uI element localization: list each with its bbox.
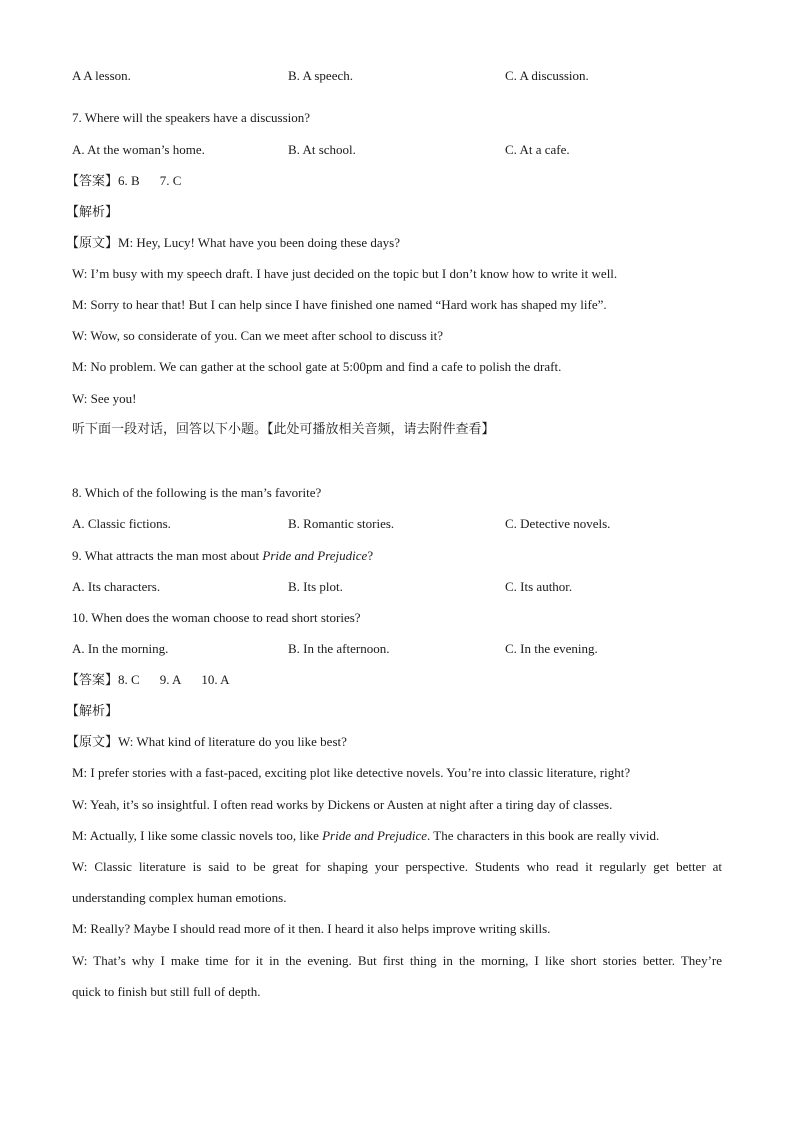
transcript2-line-7-cont: quick to finish but still full of depth.: [72, 984, 261, 999]
q9-option-c: C. Its author.: [505, 579, 573, 594]
q9-options: [72, 579, 722, 595]
q9-option-a: A. Its characters.: [72, 579, 161, 594]
q10-question: 10. When does the woman choose to read short stories?: [72, 610, 361, 625]
book-title: Pride and Prejudice: [322, 828, 428, 843]
q10-option-a: A. In the morning.: [72, 641, 169, 656]
q7-option-b: B. At school.: [288, 142, 356, 157]
transcript-label: 【原文】: [66, 236, 119, 251]
answer-label: 【答案】: [66, 174, 119, 189]
answer-line-2: [66, 672, 716, 689]
q6-option-a: A A lesson.: [72, 68, 131, 83]
q8-question: 8. Which of the following is the man’s favorite?: [72, 485, 322, 500]
q10-option-c: C. In the evening.: [505, 641, 598, 656]
transcript2-line-1: 【原文】W: What kind of literature do you like best?: [66, 734, 347, 750]
transcript-line-4: W: Wow, so considerate of you. Can we meet after school to discuss it?: [72, 328, 444, 343]
analysis-label-1: 【解析】: [66, 205, 119, 220]
q10-option-b: B. In the afternoon.: [288, 641, 390, 656]
transcript-line-2: W: I’m busy with my speech draft. I have just decided on the topic but I don’t know how to write it well.: [72, 266, 618, 281]
transcript2-line-2: M: I prefer stories with a fast-paced, exciting plot like detective novels. You’re into classic literature, right?: [72, 765, 631, 780]
transcript-line-6: W: See you!: [72, 391, 137, 406]
q7-options: [72, 142, 722, 158]
analysis-label-2: 【解析】: [66, 704, 119, 719]
q7-option-c: C. At a cafe.: [505, 142, 570, 157]
q8-options: [72, 516, 722, 532]
book-title: Pride and Prejudice: [262, 548, 368, 563]
answer-6: 6. B: [118, 173, 140, 188]
q10-options: [72, 641, 722, 657]
transcript-line-5: M: No problem. We can gather at the school gate at 5:00pm and find a cafe to polish the draft.: [72, 359, 562, 374]
q6-options: [72, 68, 722, 84]
transcript2-line-5: W: Classic literature is said to be great for shaping your perspective. Students who read it regularly get better at: [72, 859, 722, 874]
answer-10: 10. A: [201, 672, 230, 687]
transcript-line-1: 【原文】M: Hey, Lucy! What have you been doing these days?: [66, 235, 400, 251]
q6-option-b: B. A speech.: [288, 68, 353, 83]
q7-option-a: A. At the woman’s home.: [72, 142, 205, 157]
q8-option-b: B. Romantic stories.: [288, 516, 395, 531]
transcript-label: 【原文】: [66, 735, 119, 750]
q7-question: 7. Where will the speakers have a discussion?: [72, 110, 311, 125]
q6-option-c: C. A discussion.: [505, 68, 589, 83]
q8-option-a: A. Classic fictions.: [72, 516, 171, 531]
transcript2-line-3: W: Yeah, it’s so insightful. I often read works by Dickens or Austen at night after a tiring day of classes.: [72, 797, 613, 812]
listening-instruction: 听下面一段对话，回答以下小题。【此处可播放相关音频，请去附件查看】: [72, 422, 495, 437]
transcript2-line-7: W: That’s why I make time for it in the evening. But first thing in the morning, I like short stories better. They’re: [72, 953, 722, 968]
answer-label: 【答案】: [66, 673, 119, 688]
q9-question: 9. What attracts the man most about Pride and Prejudice?: [72, 548, 374, 563]
answer-8: 8. C: [118, 672, 140, 687]
answer-9: 9. A: [159, 672, 182, 687]
q9-option-b: B. Its plot.: [288, 579, 343, 594]
transcript2-line-5-cont: understanding complex human emotions.: [72, 890, 287, 905]
answer-line-1: [66, 173, 716, 190]
answer-7: 7. C: [159, 173, 182, 188]
transcript2-line-6: M: Really? Maybe I should read more of it then. I heard it also helps improve writing skills.: [72, 921, 551, 936]
q8-option-c: C. Detective novels.: [505, 516, 611, 531]
transcript2-line-4: M: Actually, I like some classic novels too, like Pride and Prejudice. The characters in this book are really vivid.: [72, 828, 660, 843]
transcript-line-3: M: Sorry to hear that! But I can help since I have finished one named “Hard work has shaped my life”.: [72, 297, 607, 312]
